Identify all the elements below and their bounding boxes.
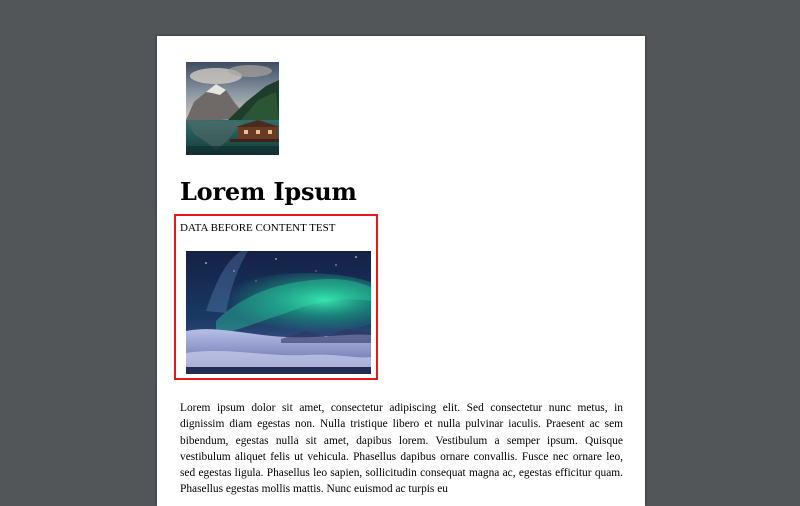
mountain-lake-image bbox=[186, 62, 279, 155]
before-content-label: DATA BEFORE CONTENT TEST bbox=[180, 222, 336, 234]
body-paragraph: Lorem ipsum dolor sit amet, consectetur adipiscing elit. Sed consectetur nunc metus, in dignissim diam egestas non. Nulla tristique libero et nulla pulvinar iaculis. Praesent ac sem bibendum, egestas nulla sit amet, dapibus lorem. Vestibulum a semper ipsum. Quisque vestibulum aliquet felis ut vehicula. Phasellus dapibus ornare convallis. Fusce nec ornare leo, sed egestas ligula. Phasellus leo sapien, sollicitudin consequat magna ac, egestas efficitur quam. Phasellus egestas mollis mattis. Nunc euismod ac turpis eu bbox=[180, 402, 623, 496]
page-title: Lorem Ipsum bbox=[180, 177, 357, 206]
pdf-page bbox=[157, 36, 645, 506]
aurora-image bbox=[186, 251, 371, 374]
